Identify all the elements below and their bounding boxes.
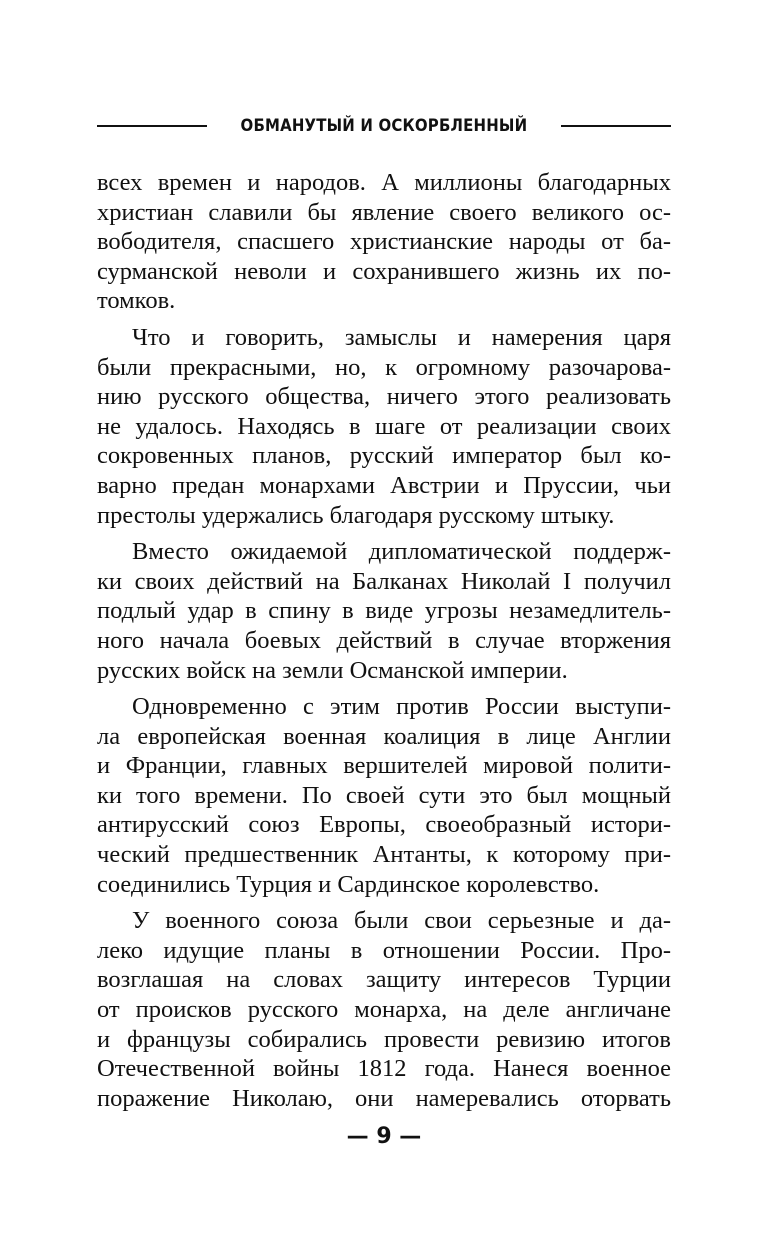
text-line: ки того времени. По своей сути это был мощный	[97, 781, 671, 809]
text-line: Вместо ожидаемой дипломатической поддерж-	[132, 538, 671, 566]
text-line: ки своих действий на Балканах Николай I получил	[97, 567, 671, 595]
text-line: антирусский союз Европы, своеобразный истори-	[97, 811, 671, 839]
header-rule-left	[97, 125, 207, 127]
text-line: возглашая на словах защиту интересов Турции	[97, 966, 671, 994]
text-line: Одновременно с этим против России выступи-	[132, 693, 671, 721]
text-line: Что и говорить, замыслы и намерения царя	[132, 323, 671, 351]
text-line: нию русского общества, ничего этого реализовать	[97, 383, 671, 411]
text-line: и Франции, главных вершителей мировой полити-	[97, 752, 671, 780]
text-line: соединились Турция и Сардинское королевство.	[97, 870, 600, 898]
paragraph-3	[97, 537, 671, 685]
running-head	[97, 112, 671, 140]
text-line: Отечественной войны 1812 года. Нанеся военное	[97, 1055, 671, 1083]
text-line: христиан славили бы явление своего великого ос-	[97, 198, 671, 226]
text-line: варно предан монархами Австрии и Пруссии, чьи	[97, 471, 671, 499]
running-title: ОБМАНУТЫЙ И ОСКОРБЛЕННЫЙ	[240, 116, 528, 136]
text-line: леко идущие планы в отношении России. Про-	[97, 936, 671, 964]
text-line: У военного союза были свои серьезные и да-	[132, 907, 671, 935]
header-rule-right	[561, 125, 671, 127]
paragraph-4	[97, 692, 671, 899]
text-line: не удалось. Находясь в шаге от реализации своих	[97, 412, 671, 440]
paragraph-1	[97, 168, 671, 316]
text-line: и французы собирались провести ревизию итогов	[97, 1025, 671, 1053]
text-line: томков.	[97, 287, 176, 315]
text-line: сокровенных планов, русский император был ко-	[97, 442, 671, 470]
text-line: вободителя, спасшего христианские народы от ба-	[97, 228, 671, 256]
text-line: сурманской неволи и сохранившего жизнь их по-	[97, 257, 671, 285]
text-line: ческий предшественник Антанты, к которому при-	[97, 841, 671, 869]
paragraph-2	[97, 323, 671, 530]
text-line: от происков русского монарха, на деле англичане	[97, 996, 671, 1024]
text-line: ла европейская военная коалиция в лице Англии	[97, 722, 671, 750]
text-line: подлый удар в спину в виде угрозы незамедлитель-	[97, 597, 671, 625]
body-text	[97, 168, 671, 1120]
text-line: русских войск на земли Османской империи.	[97, 656, 568, 684]
paragraph-5	[97, 906, 671, 1113]
text-line: поражение Николаю, они намеревались оторвать	[97, 1084, 671, 1112]
text-line: были прекрасными, но, к огромному разочарова-	[97, 353, 671, 381]
text-line: престолы удержались благодаря русскому штыку.	[97, 501, 615, 529]
text-line: ного начала боевых действий в случае вторжения	[97, 626, 671, 654]
text-line: всех времен и народов. А миллионы благодарных	[97, 169, 671, 196]
page-number: — 9 —	[346, 1124, 422, 1149]
